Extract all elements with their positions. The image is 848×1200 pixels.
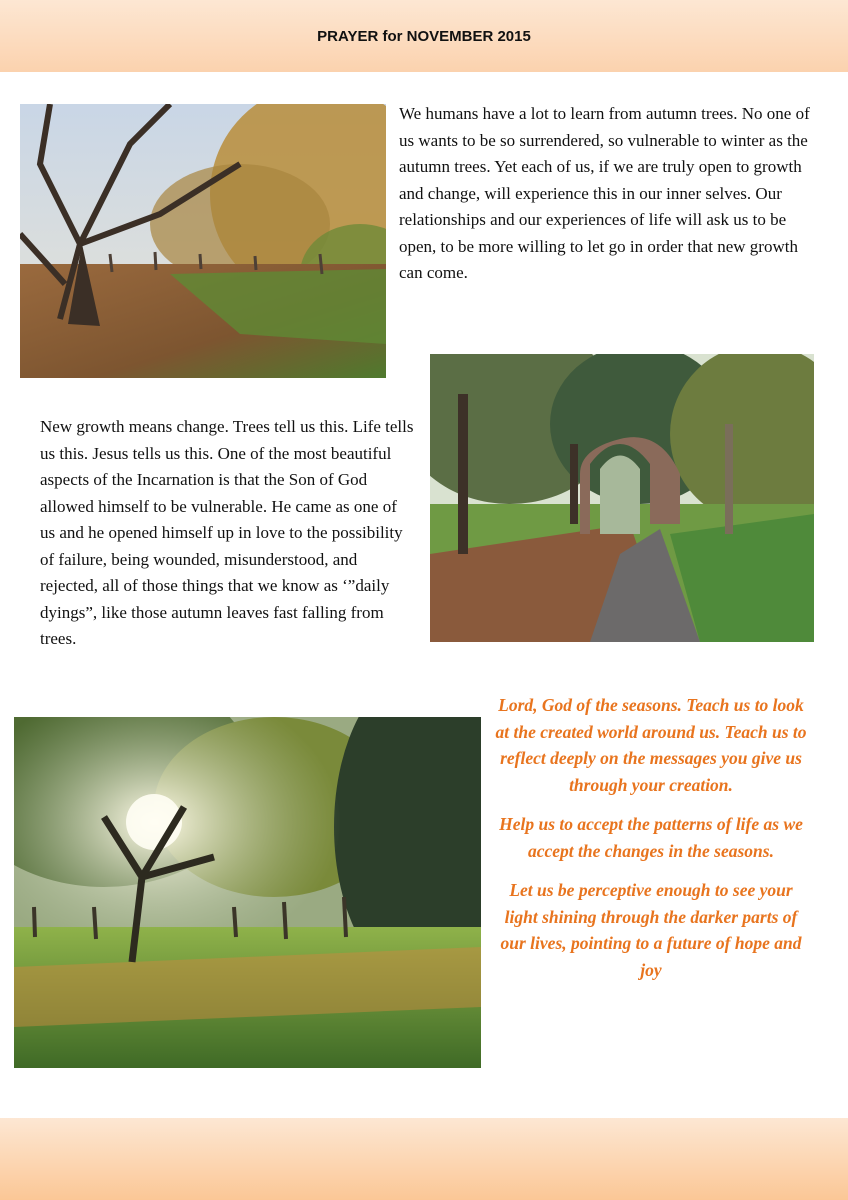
sunlit-park-photo [14,717,481,1068]
page-title: PRAYER for NOVEMBER 2015 [317,28,531,45]
prayer-stanza: Lord, God of the seasons. Teach us to look at the created world around us. Teach us to reflect deeply on the messages you give us through your creation. [495,695,807,795]
autumn-trees-photo [20,104,386,378]
paragraph-autumn-trees: We humans have a lot to learn from autumn trees. No one of us wants to be so surrendered, so vulnerable to winter as the autumn trees. Yet each of us, if we are truly open to growth and change, will experience this in our inner selves. Our relationships and our experiences of life will ask us to be open, to be more willing to let go in order that new growth can come. [399,104,810,282]
footer-band [0,1118,848,1200]
prayer-block [492,692,810,996]
prayer-stanza: Let us be perceptive enough to see your light shining through the darker parts of our lives, pointing to a future of hope and joy [500,880,802,980]
stone-archway-photo [430,354,814,642]
paragraph-new-growth: New growth means change. Trees tell us this. Life tells us this. Jesus tells us this. One of the most beautiful aspects of the Incarnation is that the Son of God allowed himself to be vulnerable. He came as one of us and he opened himself up in love to the possibility of failure, being wounded, misunderstood, and rejected, all of those things that we know as ‘”daily dyings”, like those autumn leaves fast falling from trees. [40,417,414,648]
prayer-stanza: Help us to accept the patterns of life as we accept the changes in the seasons. [499,814,803,861]
